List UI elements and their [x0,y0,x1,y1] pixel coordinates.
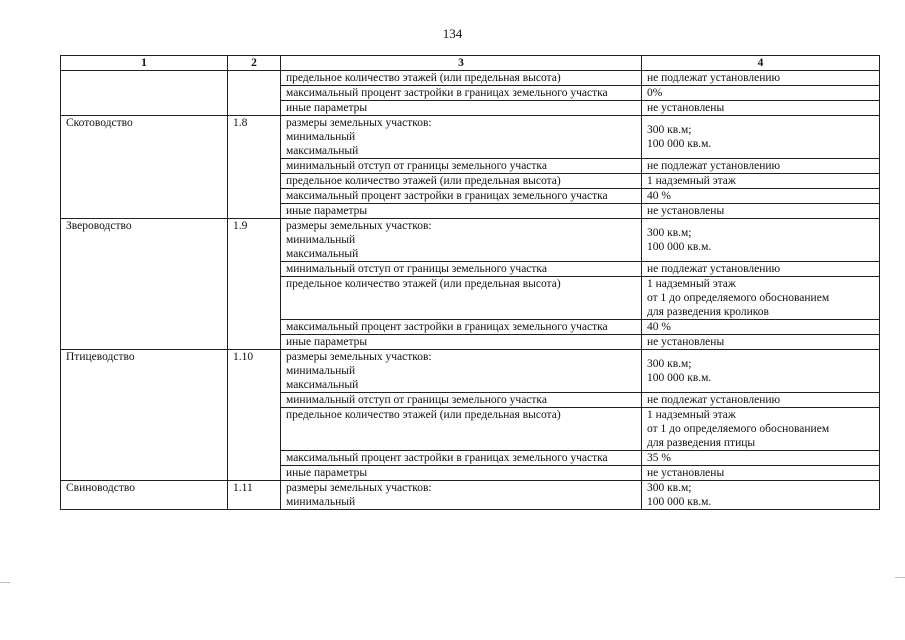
parameter-text: размеры земельных участков: [286,351,432,363]
value-text: от 1 до определяемого обоснованием [647,292,830,304]
parameter-cell [281,451,642,466]
parameter-text: предельное количество этажей (или предельная высота) [286,409,561,421]
parameter-cell [281,335,642,350]
parameter-cell [281,116,642,159]
value-text: не подлежат установлению [647,160,781,172]
parameter-text: максимальный [286,248,359,260]
value-cell [642,86,880,101]
category-cell: Скотоводство [61,116,228,219]
parameter-text: минимальный отступ от границы земельного участка [286,160,547,172]
parameter-cell [281,101,642,116]
parameter-text: минимальный [286,234,356,246]
parameter-text: максимальный процент застройки в границах земельного участка [286,452,608,464]
scan-edge-mark-left [0,582,10,583]
value-text: 1 надземный этаж [647,409,736,421]
parameter-text: иные параметры [286,336,368,348]
value-text: 1 надземный этаж [647,175,736,187]
value-text: не подлежат установлению [647,263,781,275]
parameter-text: минимальный [286,496,356,508]
value-cell [642,116,880,159]
value-text: 100 000 кв.м. [647,241,712,253]
value-cell [642,393,880,408]
value-cell [642,204,880,219]
parameter-cell [281,466,642,481]
parameter-text: максимальный процент застройки в границах земельного участка [286,190,608,202]
value-text: 100 000 кв.м. [647,138,712,150]
scan-edge-mark [895,577,905,578]
table-body [61,71,880,510]
value-text: 300 кв.м; [647,358,692,370]
table-row [61,350,880,393]
value-text: 40 % [647,190,671,202]
value-text: 100 000 кв.м. [647,496,712,508]
value-cell [642,219,880,262]
table-row [61,116,880,159]
parameter-text: минимальный отступ от границы земельного участка [286,394,547,406]
value-text: для разведения кроликов [647,306,769,318]
value-text: не установлены [647,336,725,348]
value-text: 40 % [647,321,671,333]
parameter-cell [281,481,642,510]
parameter-text: минимальный [286,131,356,143]
value-cell [642,451,880,466]
value-text: 300 кв.м; [647,124,692,136]
table-row [61,219,880,262]
parameter-text: минимальный [286,365,356,377]
parameter-text: размеры земельных участков: [286,482,432,494]
value-cell [642,262,880,277]
code-cell: 1.8 [228,116,281,219]
parameter-cell [281,204,642,219]
category-cell: Звероводство [61,219,228,350]
parameter-cell [281,159,642,174]
value-text: 300 кв.м; [647,482,692,494]
value-text: 300 кв.м; [647,227,692,239]
parameter-text: иные параметры [286,467,368,479]
value-text: 0% [647,87,663,99]
value-cell [642,71,880,86]
code-cell: 1.9 [228,219,281,350]
value-cell [642,277,880,320]
parameter-text: размеры земельных участков: [286,117,432,129]
parameter-cell [281,262,642,277]
column-header-1: 1 [61,56,228,71]
category-cell [61,71,228,116]
value-text: для разведения птицы [647,437,756,449]
code-cell: 1.11 [228,481,281,510]
parameter-text: иные параметры [286,102,368,114]
parameter-cell [281,174,642,189]
land-use-parameters-table [60,55,880,510]
value-text: не подлежат установлению [647,394,781,406]
page-number: 134 [442,26,463,41]
value-cell [642,159,880,174]
column-header-4: 4 [642,56,880,71]
value-cell [642,174,880,189]
category-cell: Свиноводство [61,481,228,510]
parameter-text: предельное количество этажей (или предельная высота) [286,278,561,290]
parameter-cell [281,86,642,101]
value-text: не установлены [647,467,725,479]
parameter-text: минимальный отступ от границы земельного участка [286,263,547,275]
category-cell: Птицеводство [61,350,228,481]
value-cell [642,408,880,451]
parameter-text: максимальный [286,379,359,391]
parameter-cell [281,350,642,393]
value-text: не подлежат установлению [647,72,781,84]
value-cell [642,335,880,350]
value-cell [642,320,880,335]
value-cell [642,481,880,510]
parameter-cell [281,320,642,335]
value-text: 100 000 кв.м. [647,372,712,384]
parameter-text: максимальный процент застройки в границах земельного участка [286,87,608,99]
parameter-cell [281,71,642,86]
value-text: 35 % [647,452,671,464]
parameter-text: максимальный процент застройки в границах земельного участка [286,321,608,333]
column-header-3: 3 [281,56,642,71]
parameter-cell [281,189,642,204]
value-cell [642,189,880,204]
parameter-cell [281,219,642,262]
table-row [61,71,880,86]
parameter-text: предельное количество этажей (или предельная высота) [286,175,561,187]
parameter-text: размеры земельных участков: [286,220,432,232]
parameter-cell [281,393,642,408]
parameter-text: предельное количество этажей (или предельная высота) [286,72,561,84]
value-text: от 1 до определяемого обоснованием [647,423,830,435]
parameter-cell [281,277,642,320]
table-row [61,481,880,510]
parameter-text: иные параметры [286,205,368,217]
value-text: не установлены [647,102,725,114]
code-cell [228,71,281,116]
value-cell [642,101,880,116]
column-header-2: 2 [228,56,281,71]
parameter-cell [281,408,642,451]
value-text: 1 надземный этаж [647,278,736,290]
value-text: не установлены [647,205,725,217]
code-cell: 1.10 [228,350,281,481]
value-cell [642,350,880,393]
parameter-text: максимальный [286,145,359,157]
value-cell [642,466,880,481]
table-header-row [61,56,880,71]
